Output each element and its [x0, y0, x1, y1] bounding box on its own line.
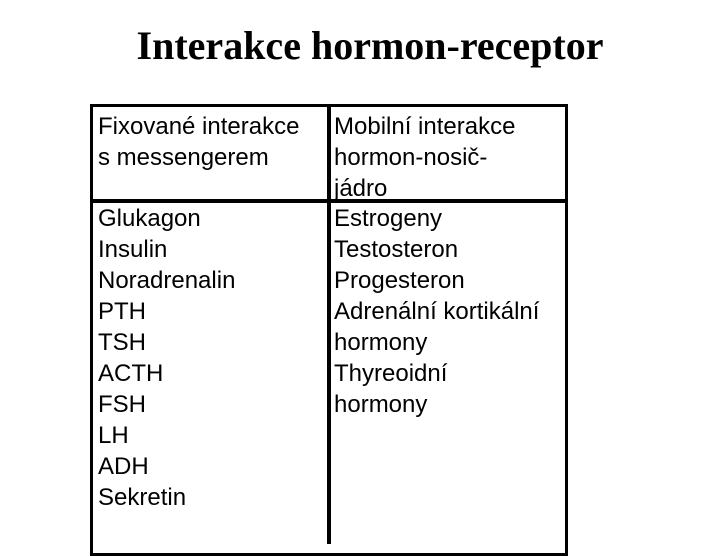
slide-title: Interakce hormon-receptor: [136, 23, 604, 68]
mobile-hormones-list: [334, 203, 566, 420]
list-item: hormony: [334, 329, 428, 356]
list-item: Insulin: [98, 236, 168, 263]
list-item: ACTH: [98, 360, 164, 387]
list-item: FSH: [98, 391, 146, 418]
header-left-line: Fixované interakce: [98, 113, 300, 140]
list-item: Glukagon: [98, 205, 201, 232]
header-mobile-interactions: [334, 111, 566, 204]
column-divider: [327, 104, 331, 544]
list-item: Progesteron: [334, 267, 465, 294]
header-left-line: s messengerem: [98, 144, 269, 171]
list-item: LH: [98, 422, 129, 449]
fixed-hormones-list: [98, 203, 323, 513]
list-item: TSH: [98, 329, 146, 356]
list-item: Sekretin: [98, 484, 187, 511]
list-item: Adrenální kortikální: [334, 298, 540, 325]
header-fixed-interactions: [98, 111, 323, 173]
list-item: PTH: [98, 298, 146, 325]
header-right-line: jádro: [334, 175, 388, 202]
list-item: hormony: [334, 391, 428, 418]
list-item: Estrogeny: [334, 205, 443, 232]
list-item: ADH: [98, 453, 149, 480]
list-item: Thyreoidní: [334, 360, 448, 387]
header-right-line: hormon-nosič-: [334, 144, 488, 171]
list-item: Testosteron: [334, 236, 459, 263]
header-right-line: Mobilní interakce: [334, 113, 516, 140]
list-item: Noradrenalin: [98, 267, 236, 294]
